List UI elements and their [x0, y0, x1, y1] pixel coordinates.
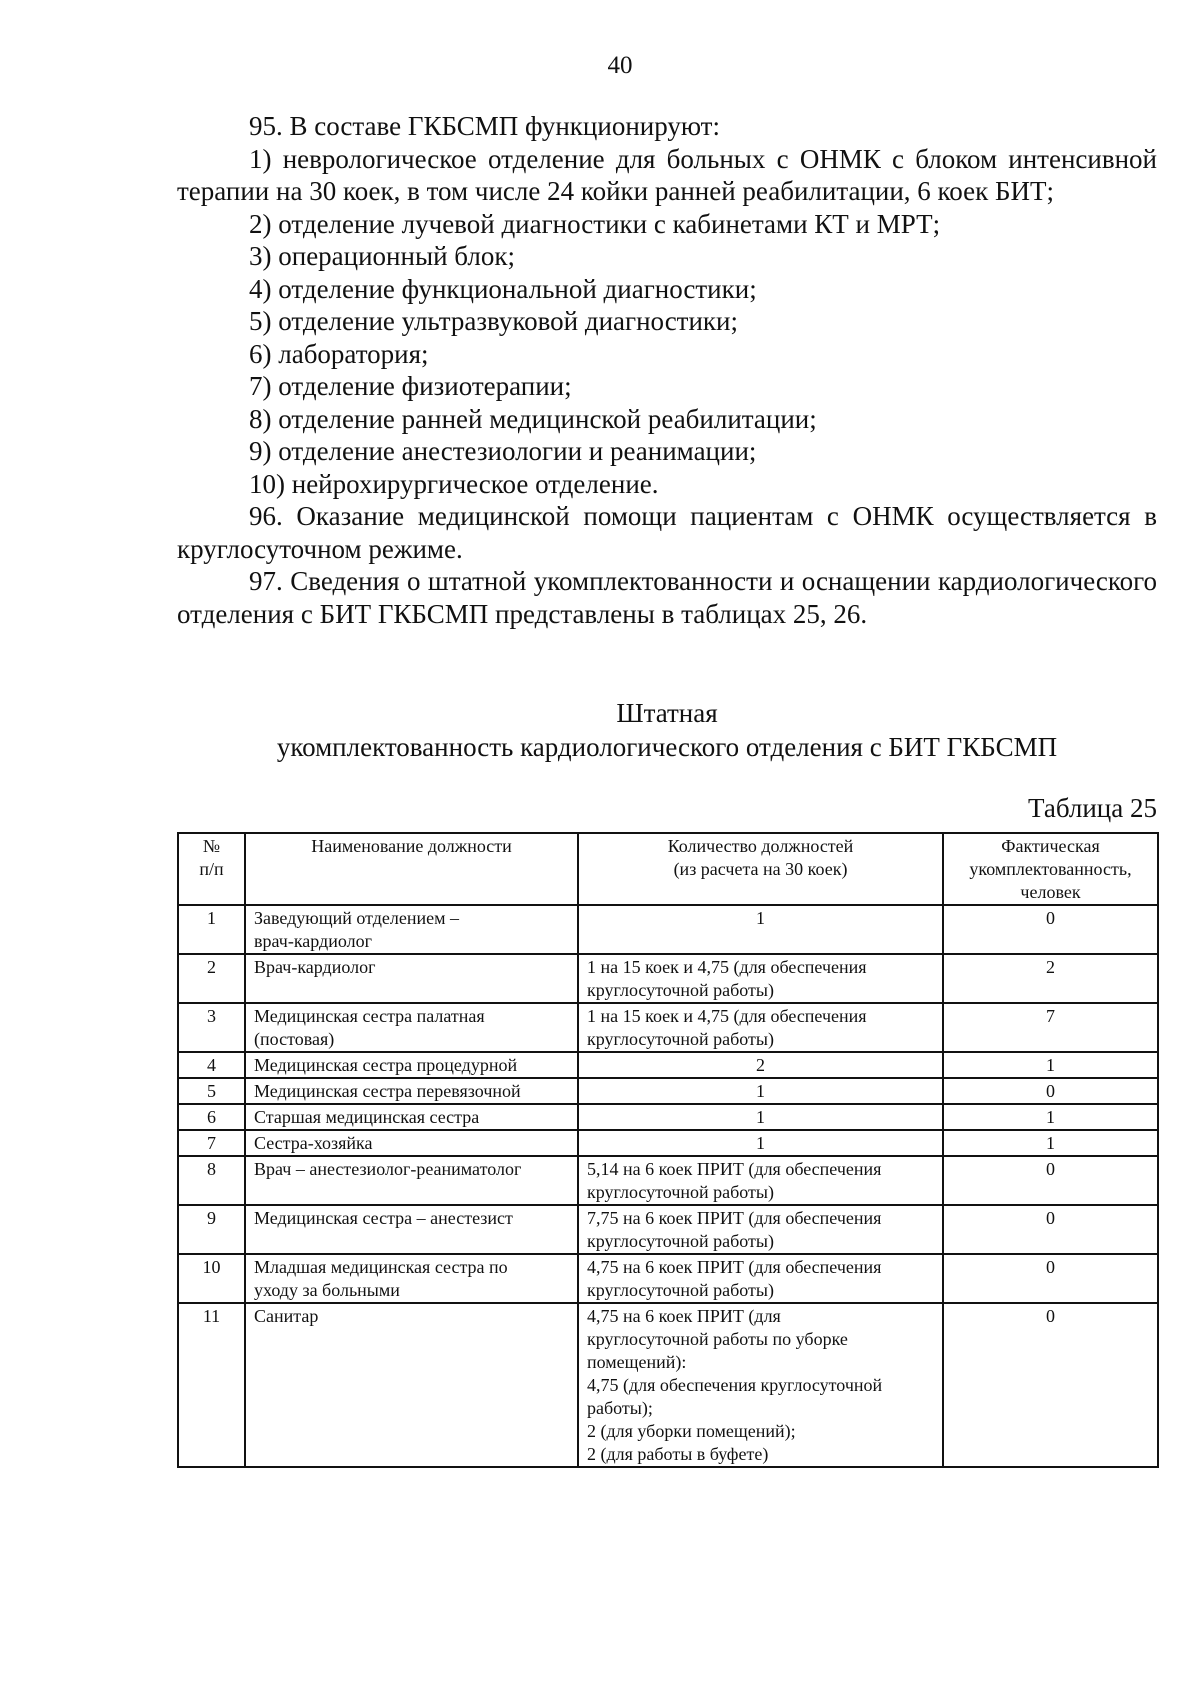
- table-row: [178, 1003, 1158, 1052]
- row-number: 6: [178, 1104, 245, 1130]
- table-label: Таблица 25: [1028, 793, 1157, 823]
- position-count: [578, 1303, 943, 1467]
- table-row: [178, 1205, 1158, 1254]
- row-number: 1: [178, 905, 245, 954]
- row-number: 8: [178, 1156, 245, 1205]
- position-count-line: 1: [756, 1081, 765, 1101]
- position-name: [245, 954, 578, 1003]
- table-row: [178, 905, 1158, 954]
- table-row: [178, 1130, 1158, 1156]
- header-count-line: (из расчета на 30 коек): [673, 859, 848, 879]
- header-actual-line: Фактическая: [1001, 836, 1100, 856]
- actual-staffing: 1: [943, 1130, 1158, 1156]
- page-number: 40: [607, 52, 633, 79]
- position-name-line: Медицинская сестра процедурной: [254, 1055, 518, 1075]
- position-name-line: Младшая медицинская сестра по: [254, 1257, 508, 1277]
- row-number: 4: [178, 1052, 245, 1078]
- position-name: [245, 1104, 578, 1130]
- position-count: [578, 1205, 943, 1254]
- paragraph-97: 97. Сведения о штатной укомплектованности и оснащении кардиологического отделения с БИТ ГКБСМП представлены в таблицах 25, 26.: [177, 566, 1157, 629]
- list-item: 7) отделение физиотерапии;: [249, 371, 572, 401]
- position-count-line: круглосуточной работы): [587, 1231, 775, 1251]
- header-count-line: Количество должностей: [667, 836, 854, 856]
- position-count-line: круглосуточной работы по уборке: [587, 1329, 848, 1349]
- actual-staffing: 0: [943, 1205, 1158, 1254]
- table-row: [178, 954, 1158, 1003]
- staffing-table: [177, 832, 1159, 1468]
- header-num-line: №: [202, 836, 221, 856]
- position-count-line: круглосуточной работы): [587, 1029, 775, 1049]
- header-num-line: п/п: [199, 859, 224, 879]
- header-actual-line: человек: [1020, 882, 1081, 902]
- position-name: [245, 1078, 578, 1104]
- row-number: 11: [178, 1303, 245, 1467]
- position-count-line: круглосуточной работы): [587, 980, 775, 1000]
- list-item: 10) нейрохирургическое отделение.: [249, 468, 659, 499]
- paragraph-96: 96. Оказание медицинской помощи пациентам с ОНМК осуществляется в круглосуточном режиме.: [177, 501, 1157, 564]
- position-count: [578, 954, 943, 1003]
- position-count: [578, 1052, 943, 1078]
- row-number: 3: [178, 1003, 245, 1052]
- position-count-line: 1 на 15 коек и 4,75 (для обеспечения: [587, 1006, 867, 1026]
- actual-staffing: 0: [943, 1078, 1158, 1104]
- position-count-line: 1: [756, 1133, 765, 1153]
- position-count: [578, 1003, 943, 1052]
- actual-staffing: 0: [943, 905, 1158, 954]
- position-name-line: уходу за больными: [254, 1280, 400, 1300]
- list-item-1: 1) неврологическое отделение для больных с ОНМК с блоком интенсивной терапии на 30 коек, в том числе 24 койки ранней реабилитации, 6 коек БИТ;: [177, 143, 1157, 206]
- position-name-line: Медицинская сестра – анестезист: [254, 1208, 513, 1228]
- position-count-line: работы);: [587, 1398, 653, 1418]
- row-number: 9: [178, 1205, 245, 1254]
- position-count-line: помещений):: [587, 1352, 687, 1372]
- actual-staffing: 2: [943, 954, 1158, 1003]
- row-number: 10: [178, 1254, 245, 1303]
- position-count-line: 4,75 (для обеспечения круглосуточной: [587, 1375, 883, 1395]
- actual-staffing: 1: [943, 1052, 1158, 1078]
- position-count-line: 1: [756, 1107, 765, 1127]
- heading-line-2: укомплектованность кардиологического отделения с БИТ ГКБСМП: [276, 732, 1058, 762]
- position-name: [245, 1156, 578, 1205]
- table-row: [178, 1078, 1158, 1104]
- position-count: [578, 1130, 943, 1156]
- position-name-line: Старшая медицинская сестра: [254, 1107, 480, 1127]
- position-name-line: Врач – анестезиолог-реаниматолог: [254, 1159, 522, 1179]
- position-count-line: 1 на 15 коек и 4,75 (для обеспечения: [587, 957, 867, 977]
- position-name-line: Санитар: [254, 1306, 319, 1326]
- position-count: [578, 1104, 943, 1130]
- actual-staffing: 1: [943, 1104, 1158, 1130]
- header-actual: [943, 833, 1158, 905]
- actual-staffing: 0: [943, 1156, 1158, 1205]
- position-count-line: 2 (для уборки помещений);: [587, 1421, 796, 1441]
- table-row: [178, 1104, 1158, 1130]
- position-name-line: Врач-кардиолог: [254, 957, 376, 977]
- actual-staffing: 0: [943, 1303, 1158, 1467]
- heading-line-1: Штатная: [616, 698, 718, 728]
- position-name-line: Сестра-хозяйка: [254, 1133, 373, 1153]
- position-name-line: врач-кардиолог: [254, 931, 372, 951]
- position-name: [245, 1052, 578, 1078]
- position-count-line: 4,75 на 6 коек ПРИТ (для: [587, 1306, 781, 1326]
- list-item: 6) лаборатория;: [249, 338, 429, 369]
- position-count-line: 5,14 на 6 коек ПРИТ (для обеспечения: [587, 1159, 882, 1179]
- list-item: 8) отделение ранней медицинской реабилитации;: [249, 403, 817, 434]
- position-count-line: 1: [756, 908, 765, 928]
- table-header-row: [178, 833, 1158, 905]
- table-row: [178, 1052, 1158, 1078]
- document-body: [177, 110, 1157, 630]
- position-name-line: Медицинская сестра палатная: [254, 1006, 485, 1026]
- position-name-line: Заведующий отделением –: [254, 908, 460, 928]
- position-name: [245, 1254, 578, 1303]
- header-count: [578, 833, 943, 905]
- position-count: [578, 905, 943, 954]
- position-name: [245, 1303, 578, 1467]
- position-name-line: (постовая): [254, 1029, 335, 1049]
- table-row: [178, 1254, 1158, 1303]
- position-count: [578, 1078, 943, 1104]
- table-body: [178, 905, 1158, 1467]
- position-count-line: 4,75 на 6 коек ПРИТ (для обеспечения: [587, 1257, 882, 1277]
- position-name: [245, 905, 578, 954]
- list-item: 5) отделение ультразвуковой диагностики;: [249, 306, 738, 336]
- list-item: 4) отделение функциональной диагностики;: [249, 273, 757, 304]
- row-number: 7: [178, 1130, 245, 1156]
- row-number: 5: [178, 1078, 245, 1104]
- header-actual-line: укомплектованность,: [969, 859, 1132, 879]
- position-count: [578, 1254, 943, 1303]
- list-item: 9) отделение анестезиологии и реанимации;: [249, 436, 757, 466]
- header-name: Наименование должности: [245, 833, 578, 905]
- table-heading: [177, 696, 1157, 764]
- position-count-line: 2: [756, 1055, 765, 1075]
- table-row: [178, 1303, 1158, 1467]
- row-number: 2: [178, 954, 245, 1003]
- position-name: [245, 1130, 578, 1156]
- position-name: [245, 1205, 578, 1254]
- table-row: [178, 1156, 1158, 1205]
- position-count-line: круглосуточной работы): [587, 1280, 775, 1300]
- list-item: 2) отделение лучевой диагностики с кабинетами КТ и МРТ;: [249, 208, 941, 239]
- actual-staffing: 0: [943, 1254, 1158, 1303]
- actual-staffing: 7: [943, 1003, 1158, 1052]
- position-count-line: 7,75 на 6 коек ПРИТ (для обеспечения: [587, 1208, 882, 1228]
- header-num: [178, 833, 245, 905]
- position-count-line: 2 (для работы в буфете): [587, 1444, 769, 1464]
- position-name: [245, 1003, 578, 1052]
- position-name-line: Медицинская сестра перевязочной: [254, 1081, 521, 1101]
- position-count: [578, 1156, 943, 1205]
- paragraph-95: 95. В составе ГКБСМП функционируют:: [249, 111, 720, 141]
- list-item: 3) операционный блок;: [249, 241, 515, 271]
- position-count-line: круглосуточной работы): [587, 1182, 775, 1202]
